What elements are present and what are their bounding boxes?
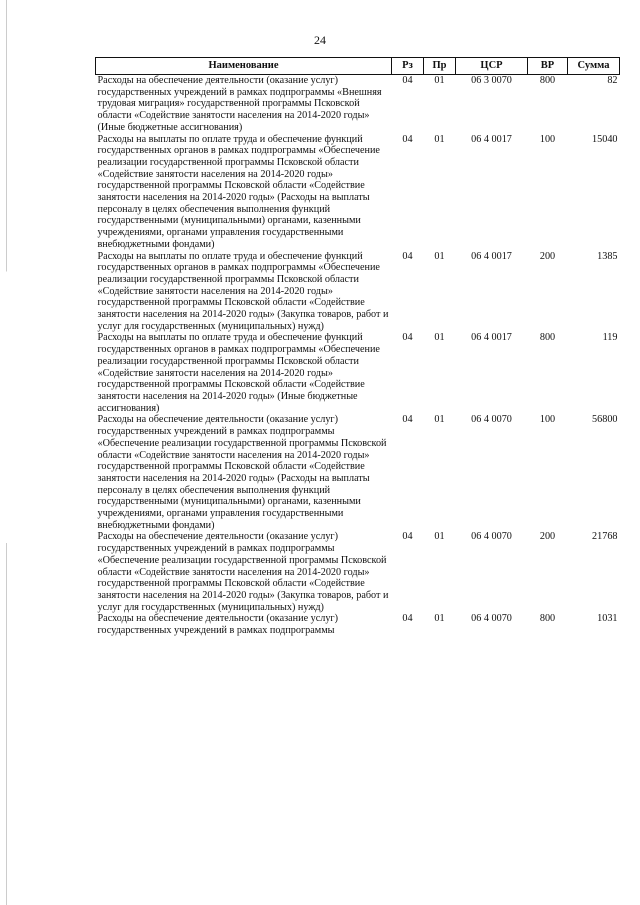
row-rz: 04 [402,250,413,262]
row-name: Расходы на выплаты по оплате труда и обеспечение функций государственных органов в рамках подпрограммы «Обеспечение реализации государственной программы Псковской области «Содействие занятости населения на 2014-2020 годы» государственной программы Псковской области «Содействие занятости населения на 2014-2020 годы» (Расходы на выплаты персоналу в целях обеспечения выполнения функций государственными (муниципальными) органами, казенными учреждениями, органами управления государственными внебюджетными фондами) [97,133,380,250]
row-pr: 01 [434,613,445,625]
row-vr: 800 [539,75,556,86]
row-pr: 01 [434,250,445,262]
row-vr: 800 [539,332,556,344]
row-rz: 04 [402,613,413,625]
table-row [96,332,620,414]
header-name: Наименование [96,58,392,75]
table-row [96,251,620,333]
table-row [96,134,620,251]
row-csr: 06 4 0017 [471,332,512,344]
row-sum: 1031 [597,613,618,625]
row-pr: 01 [434,414,445,426]
row-csr: 06 4 0017 [471,250,512,262]
header-sum: Сумма [568,58,620,75]
row-sum: 82 [607,75,618,86]
row-name: Расходы на выплаты по оплате труда и обеспечение функций государственных органов в рамках подпрограммы «Обеспечение реализации государственной программы Псковской области «Содействие занятости населения на 2014-2020 годы» государственной программы Псковской области «Содействие занятости населения на 2014-2020 годы» (Закупка товаров, работ и услуг для государственных (муниципальных) нужд) [97,250,389,332]
row-csr: 06 4 0070 [471,531,512,543]
row-vr: 200 [539,531,556,543]
row-rz: 04 [402,531,413,543]
row-vr: 800 [539,613,556,625]
table-header-row [96,58,620,75]
table-row [96,75,620,134]
row-vr: 100 [539,414,556,426]
row-csr: 06 3 0070 [471,75,512,86]
row-csr: 06 4 0017 [471,133,512,145]
row-name: Расходы на обеспечение деятельности (оказание услуг) государственных учреждений в рамках подпрограммы [97,613,339,637]
row-sum: 56800 [592,414,618,426]
row-rz: 04 [402,414,413,426]
page-edge-mark [6,0,7,905]
row-vr: 100 [539,133,556,145]
row-pr: 01 [434,133,445,145]
row-pr: 01 [434,332,445,344]
row-sum: 21768 [592,531,618,543]
row-pr: 01 [434,531,445,543]
table-row [96,531,620,613]
row-sum: 119 [602,332,618,344]
row-pr: 01 [434,75,445,86]
row-sum: 15040 [592,133,618,145]
row-rz: 04 [402,75,413,86]
header-vr: ВР [528,58,568,75]
row-csr: 06 4 0070 [471,414,512,426]
row-csr: 06 4 0070 [471,613,512,625]
header-rz: Рз [392,58,424,75]
page-number: 24 [314,33,326,47]
table-row [96,414,620,531]
row-rz: 04 [402,133,413,145]
row-sum: 1385 [597,250,618,262]
row-name: Расходы на обеспечение деятельности (оказание услуг) государственных учреждений в рамках подпрограммы «Обеспечение реализации государственной программы Псковской области «Содействие занятости населения на 2014-2020 годы» государственной программы Псковской области «Содействие занятости населения на 2014-2020 годы» (Расходы на выплаты персоналу в целях обеспечения выполнения функций государственными (муниципальными) органами, казенными учреждениями, органами управления государственными внебюджетными фондами) [97,414,387,531]
row-name: Расходы на выплаты по оплате труда и обеспечение функций государственных органов в рамках подпрограммы «Обеспечение реализации государственной программы Псковской области «Содействие занятости населения на 2014-2020 годы» государственной программы Псковской области «Содействие занятости населения на 2014-2020 годы» (Иные бюджетные ассигнования) [97,332,380,414]
row-rz: 04 [402,332,413,344]
header-csr: ЦСР [456,58,528,75]
row-name: Расходы на обеспечение деятельности (оказание услуг) государственных учреждений в рамках подпрограммы «Обеспечение реализации государственной программы Псковской области «Содействие занятости населения на 2014-2020 годы» государственной программы Псковской области «Содействие занятости населения на 2014-2020 годы» (Закупка товаров, работ и услуг для государственных (муниципальных) нужд) [97,531,389,613]
row-name: Расходы на обеспечение деятельности (оказание услуг) государственных учреждений в рамках подпрограммы «Внешняя трудовая миграция» государственной программы Псковской области «Содействие занятости населения на 2014-2020 годы» (Иные бюджетные ассигнования) [97,75,382,133]
budget-table [95,57,620,637]
table-row [96,613,620,636]
header-pr: Пр [424,58,456,75]
row-vr: 200 [539,250,556,262]
